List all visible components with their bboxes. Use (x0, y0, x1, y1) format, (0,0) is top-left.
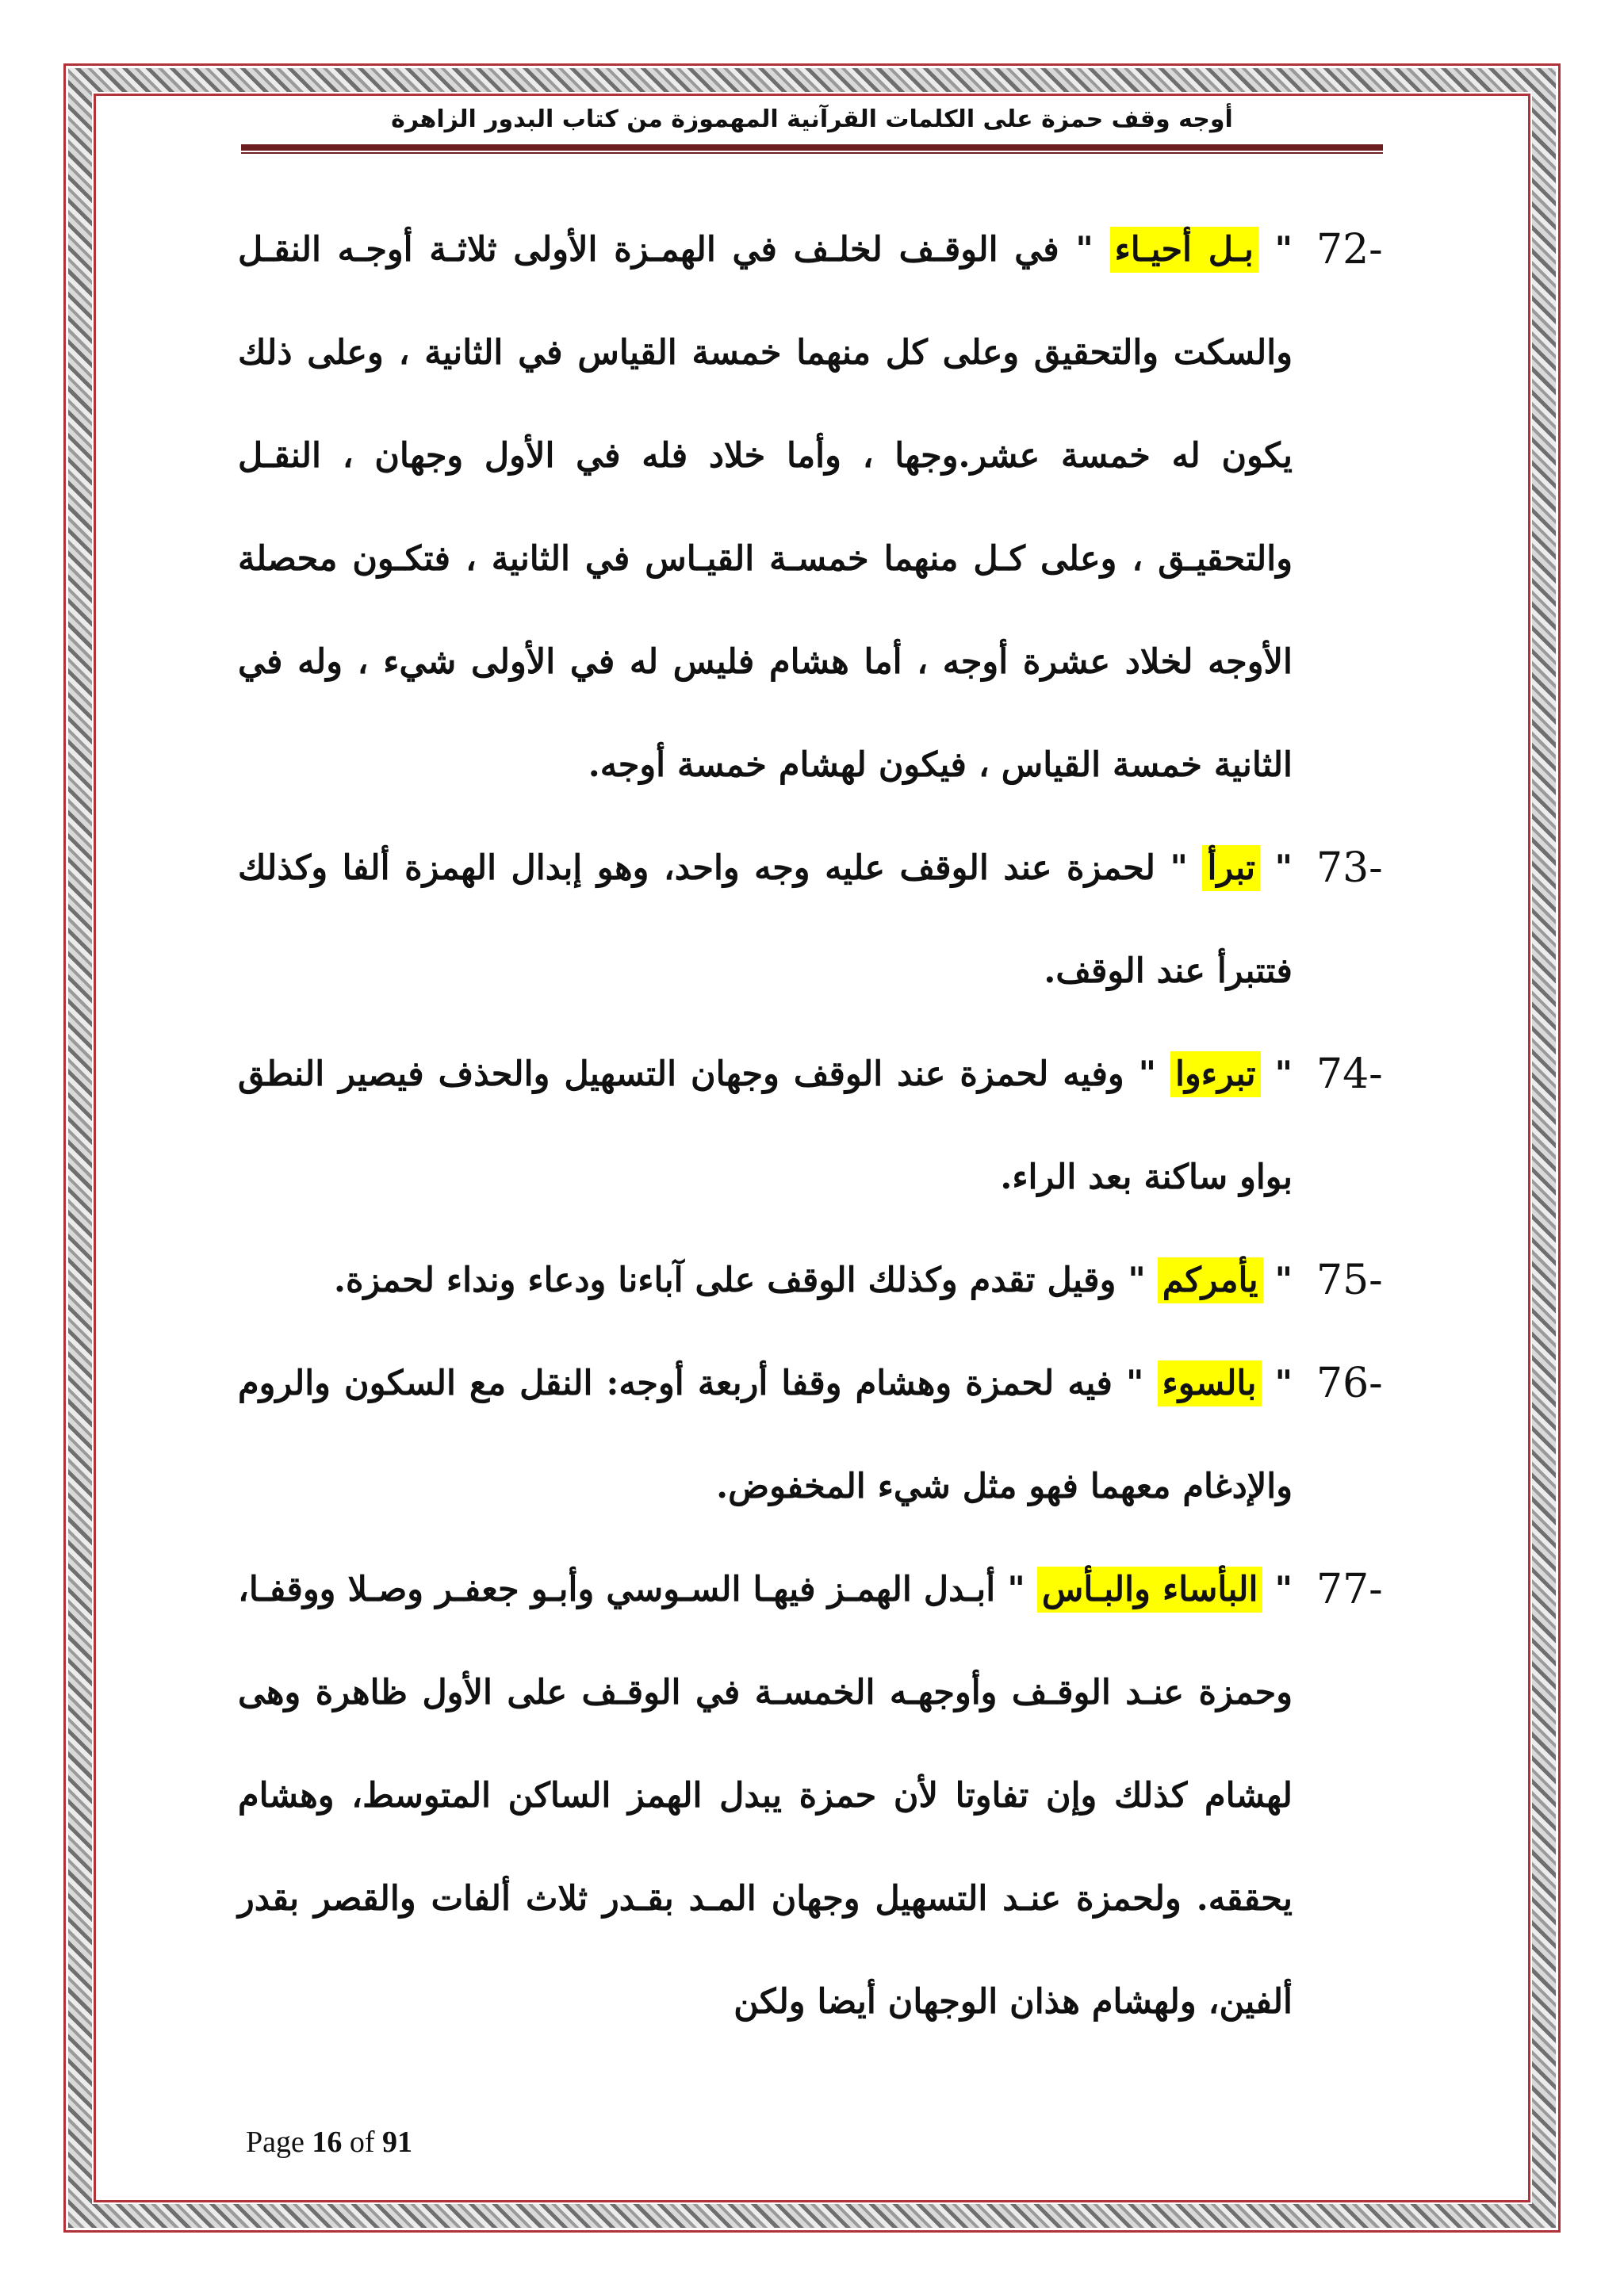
entry-75 (238, 1229, 1404, 1332)
entry-number: 76- (1316, 1360, 1383, 1407)
entry-73 (238, 817, 1404, 1023)
entry-text-block: " البأساء والبـأس " أبـدل الهمـز فيهـا السـوسي وأبـو جعفـر وصـلا ووقفـا، وحمزة عنـد الوقـف وأوجهـه الخمسـة في الوقـف على الأول ظاهرة وهى لهشام كذلك وإن تفاوتا لأن حمزة يبدل الهمز الساكن المتوسط، وهشام يحققه. ولحمزة عنـد التسهيل وجهان المـد بقـدر ثلاث ألفات والقصر بقدر ألفين، ولهشام هذان الوجهان أيضا ولكن (238, 1538, 1293, 2053)
of-label: of (349, 2126, 375, 2159)
entry-text: فيه لحمزة وهشام وقفا أربعة أوجه: النقل مع السكون والروم والإدغام معهما فهو مثل شيء المخفوض. (238, 1364, 1293, 1506)
entry-text-block: " بالسوء " فيه لحمزة وهشام وقفا أربعة أوجه: النقل مع السكون والروم والإدغام معهما فهو مثل شيء المخفوض. (238, 1332, 1293, 1538)
entry-number: 74- (1316, 1050, 1383, 1098)
running-header: أوجه وقف حمزة على الكلمات القرآنية المهموزة من كتاب البدور الزاهرة (391, 105, 1233, 133)
total-pages: 91 (382, 2126, 413, 2159)
entry-text: وقيل تقدم وكذلك الوقف على آباءنا ودعاء ونداء لحمزة. (334, 1261, 1116, 1300)
page-body (238, 198, 1404, 2045)
highlighted-word: تبرأ (1202, 845, 1260, 891)
entry-number: 73- (1316, 844, 1383, 892)
entry-74 (238, 1023, 1404, 1229)
highlighted-word: البأساء والبـأس (1037, 1567, 1263, 1613)
entry-text: وفيه لحمزة عند الوقف وجهان التسهيل والحذف فيصير النطق بواو ساكنة بعد الراء. (238, 1054, 1293, 1197)
entry-number: 72- (1316, 226, 1383, 274)
entry-text-block: " يأمركم " وقيل تقدم وكذلك الوقف على آباءنا ودعاء ونداء لحمزة. (238, 1229, 1293, 1332)
page-label: Page (246, 2126, 304, 2159)
page-footer (246, 2125, 412, 2164)
highlighted-word: يأمركم (1158, 1257, 1263, 1303)
highlighted-word: تبرءوا (1170, 1051, 1261, 1097)
entry-number: 77- (1316, 1566, 1383, 1613)
page-number: 16 (312, 2126, 343, 2159)
entry-text: أبـدل الهمـز فيهـا السـوسي وأبـو جعفـر وصـلا ووقفـا، وحمزة عنـد الوقـف وأوجهـه الخمسـة في الوقـف على الأول ظاهرة وهى لهشام كذلك وإن تفاوتا لأن حمزة يبدل الهمز الساكن المتوسط، وهشام يحققه. ولحمزة عنـد التسهيل وجهان المـد بقـدر ثلاث ألفات والقصر بقدر ألفين، ولهشام هذان الوجهان أيضا ولكن (238, 1570, 1293, 2022)
header-rule (241, 144, 1383, 155)
entry-text: لحمزة عند الوقف عليه وجه واحد، وهو إبدال الهمزة ألفا وكذلك فتتبرأ عند الوقف. (238, 848, 1293, 991)
entry-text-block: " بـل أحيـاء " في الوقـف لخلـف في الهمـزة الأولى ثلاثـة أوجـه النقـل والسكت والتحقيق وعلى كل منهما خمسة القياس في الثانية ، وعلى ذلك يكون له خمسة عشر.وجها ، وأما خلاد فله في الأول وجهان ، النقـل والتحقيـق ، وعلى كـل منهما خمسـة القيـاس في الثانية ، فتكـون محصلة الأوجه لخلاد عشرة أوجه ، أما هشام فليس له في الأولى شيء ، وله في الثانية خمسة القياس ، فيكون لهشام خمسة أوجه. (238, 198, 1293, 817)
entry-72 (238, 198, 1404, 817)
entry-number: 75- (1316, 1257, 1383, 1304)
entry-76 (238, 1332, 1404, 1538)
entry-text-block: " تبرأ " لحمزة عند الوقف عليه وجه واحد، وهو إبدال الهمزة ألفا وكذلك فتتبرأ عند الوقف. (238, 817, 1293, 1023)
entry-text-block: " تبرءوا " وفيه لحمزة عند الوقف وجهان التسهيل والحذف فيصير النطق بواو ساكنة بعد الراء. (238, 1023, 1293, 1229)
highlighted-word: بالسوء (1158, 1360, 1262, 1406)
entry-text: في الوقـف لخلـف في الهمـزة الأولى ثلاثـة أوجـه النقـل والسكت والتحقيق وعلى كل منهما خمسة القياس في الثانية ، وعلى ذلك يكون له خمسة عشر.وجها ، وأما خلاد فله في الأول وجهان ، النقـل والتحقيـق ، وعلى كـل منهما خمسـة القيـاس في الثانية ، فتكـون محصلة الأوجه لخلاد عشرة أوجه ، أما هشام فليس له في الأولى شيء ، وله في الثانية خمسة القياس ، فيكون لهشام خمسة أوجه. (238, 230, 1293, 785)
entry-77 (238, 1538, 1404, 2053)
highlighted-word: بـل أحيـاء (1110, 227, 1258, 273)
